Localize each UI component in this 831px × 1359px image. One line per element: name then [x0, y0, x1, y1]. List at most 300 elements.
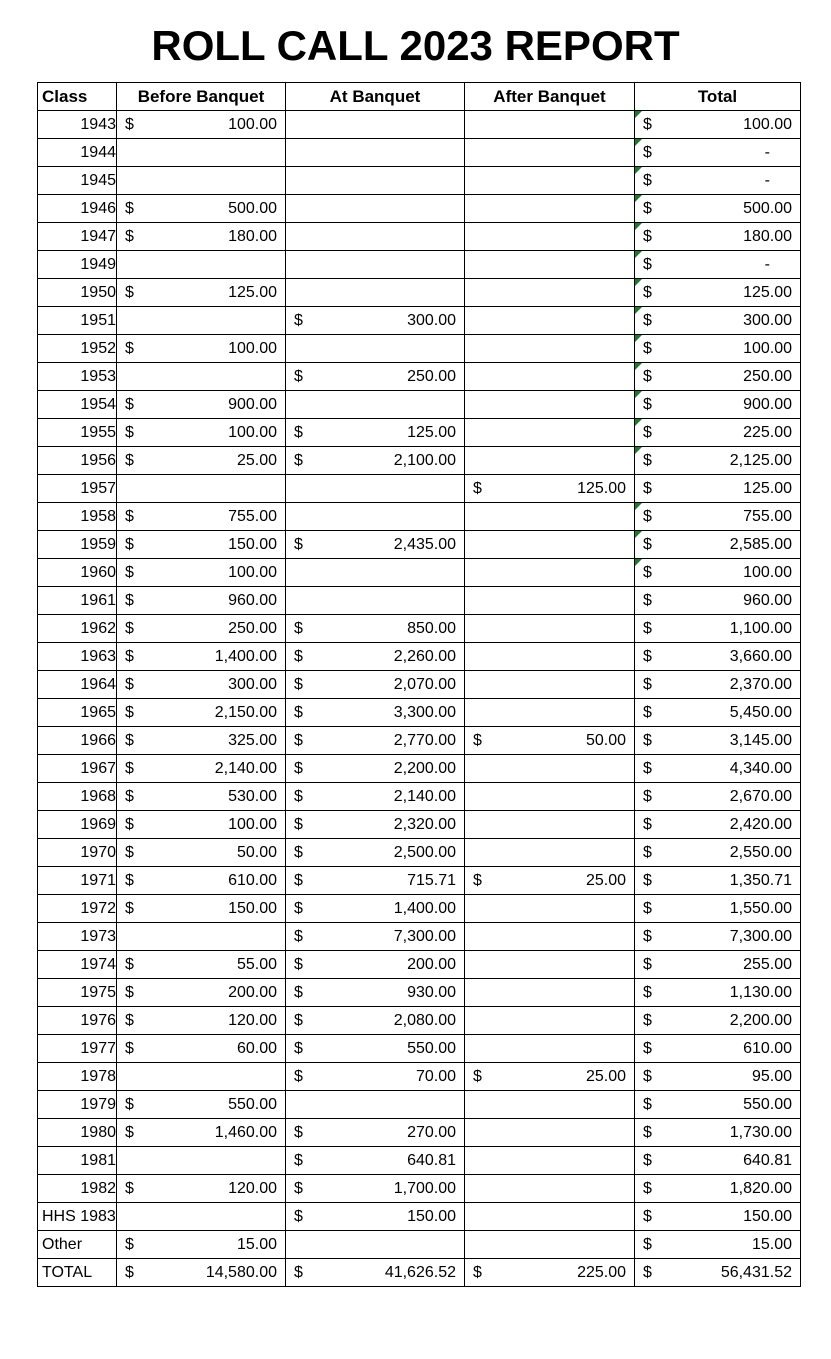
before-cell	[117, 167, 286, 195]
before-cell	[117, 503, 286, 531]
before-cell	[117, 1175, 286, 1203]
at-cell	[286, 279, 465, 307]
after-cell	[465, 167, 635, 195]
amount-value: 550.00	[228, 1096, 277, 1113]
total-cell	[635, 447, 801, 475]
total-cell	[635, 195, 801, 223]
after-cell	[465, 811, 635, 839]
currency-symbol: $	[643, 816, 652, 833]
before-cell	[117, 1007, 286, 1035]
at-cell	[286, 587, 465, 615]
amount-value: 56,431.52	[720, 1264, 792, 1281]
table-row	[38, 1063, 801, 1091]
class-cell: Other	[38, 1231, 117, 1259]
currency-symbol: $	[294, 900, 303, 917]
amount-value: 2,200.00	[393, 760, 456, 777]
after-cell	[465, 307, 635, 335]
currency-symbol: $	[125, 732, 134, 749]
after-cell	[465, 643, 635, 671]
before-cell	[117, 951, 286, 979]
currency-symbol: $	[125, 508, 134, 525]
table-row	[38, 1147, 801, 1175]
currency-symbol: $	[643, 620, 652, 637]
currency-symbol: $	[294, 732, 303, 749]
currency-symbol: $	[643, 928, 652, 945]
amount-value: 2,770.00	[393, 732, 456, 749]
currency-symbol: $	[125, 340, 134, 357]
amount-value: 25.00	[585, 1068, 626, 1085]
currency-symbol: $	[125, 704, 134, 721]
total-cell	[635, 755, 801, 783]
before-cell	[117, 1119, 286, 1147]
class-cell: 1951	[38, 307, 117, 335]
amount-value: 95.00	[751, 1068, 792, 1085]
currency-symbol: $	[643, 564, 652, 581]
before-cell	[117, 979, 286, 1007]
total-cell	[635, 251, 801, 279]
amount-value: 2,150.00	[214, 704, 277, 721]
class-cell: 1955	[38, 419, 117, 447]
table-row	[38, 1231, 801, 1259]
after-cell	[465, 391, 635, 419]
at-cell	[286, 391, 465, 419]
currency-symbol: $	[125, 872, 134, 889]
amount-value: 7,300.00	[393, 928, 456, 945]
after-cell	[465, 363, 635, 391]
amount-value: 640.81	[743, 1152, 792, 1169]
before-cell	[117, 783, 286, 811]
currency-symbol: $	[294, 788, 303, 805]
amount-value: 125.00	[577, 480, 626, 497]
currency-symbol: $	[643, 900, 652, 917]
after-cell	[465, 111, 635, 139]
at-cell	[286, 699, 465, 727]
after-cell	[465, 251, 635, 279]
amount-value: 960.00	[228, 592, 277, 609]
before-cell	[117, 1063, 286, 1091]
table-row	[38, 1035, 801, 1063]
currency-symbol: $	[473, 872, 482, 889]
before-cell	[117, 1091, 286, 1119]
table-row	[38, 727, 801, 755]
currency-symbol: $	[125, 396, 134, 413]
currency-symbol: $	[643, 228, 652, 245]
currency-symbol: $	[125, 1236, 134, 1253]
amount-value: 300.00	[407, 312, 456, 329]
amount-value: 300.00	[228, 676, 277, 693]
amount-value: 2,670.00	[729, 788, 792, 805]
total-cell	[635, 783, 801, 811]
amount-value: 55.00	[236, 956, 277, 973]
class-cell: 1956	[38, 447, 117, 475]
class-cell: 1967	[38, 755, 117, 783]
currency-symbol: $	[643, 592, 652, 609]
table-row	[38, 335, 801, 363]
total-cell	[635, 1091, 801, 1119]
amount-value: 100.00	[228, 424, 277, 441]
class-cell: 1978	[38, 1063, 117, 1091]
at-cell	[286, 783, 465, 811]
report-title: ROLL CALL 2023 REPORT	[151, 22, 680, 69]
at-cell	[286, 531, 465, 559]
currency-symbol: $	[125, 1180, 134, 1197]
total-cell	[635, 615, 801, 643]
amount-value: 150.00	[228, 900, 277, 917]
table-row	[38, 559, 801, 587]
amount-value: 125.00	[228, 284, 277, 301]
table-row	[38, 699, 801, 727]
total-cell	[635, 979, 801, 1007]
amount-value: 2,140.00	[214, 760, 277, 777]
currency-symbol: $	[643, 1180, 652, 1197]
before-cell	[117, 727, 286, 755]
currency-symbol: $	[294, 1264, 303, 1281]
after-cell	[465, 335, 635, 363]
currency-symbol: $	[643, 732, 652, 749]
total-cell	[635, 111, 801, 139]
currency-symbol: $	[643, 144, 652, 161]
amount-value: 550.00	[407, 1040, 456, 1057]
class-cell: 1982	[38, 1175, 117, 1203]
at-cell	[286, 811, 465, 839]
table-row	[38, 419, 801, 447]
at-cell	[286, 111, 465, 139]
after-cell	[465, 839, 635, 867]
currency-symbol: $	[643, 200, 652, 217]
currency-symbol: $	[643, 1152, 652, 1169]
table-row	[38, 1203, 801, 1231]
class-cell: 1958	[38, 503, 117, 531]
table-row	[38, 475, 801, 503]
after-cell	[465, 867, 635, 895]
at-cell	[286, 195, 465, 223]
class-cell: 1943	[38, 111, 117, 139]
amount-value: 2,500.00	[393, 844, 456, 861]
before-cell	[117, 559, 286, 587]
at-cell	[286, 1259, 465, 1287]
table-row	[38, 223, 801, 251]
currency-symbol: $	[125, 200, 134, 217]
amount-value: 125.00	[743, 284, 792, 301]
amount-value: -	[764, 144, 770, 161]
amount-value: 1,400.00	[393, 900, 456, 917]
before-cell	[117, 195, 286, 223]
amount-value: 15.00	[236, 1236, 277, 1253]
currency-symbol: $	[294, 760, 303, 777]
currency-symbol: $	[294, 1180, 303, 1197]
at-cell	[286, 139, 465, 167]
amount-value: 4,340.00	[729, 760, 792, 777]
amount-value: 1,130.00	[729, 984, 792, 1001]
amount-value: 1,820.00	[729, 1180, 792, 1197]
at-cell	[286, 867, 465, 895]
currency-symbol: $	[294, 928, 303, 945]
at-cell	[286, 1007, 465, 1035]
amount-value: 225.00	[743, 424, 792, 441]
total-cell	[635, 811, 801, 839]
table-row	[38, 1175, 801, 1203]
amount-value: 755.00	[228, 508, 277, 525]
at-cell	[286, 1119, 465, 1147]
amount-value: 250.00	[743, 368, 792, 385]
amount-value: 25.00	[585, 872, 626, 889]
currency-symbol: $	[643, 172, 652, 189]
at-cell	[286, 363, 465, 391]
at-cell	[286, 1035, 465, 1063]
total-cell	[635, 699, 801, 727]
currency-symbol: $	[294, 676, 303, 693]
currency-symbol: $	[643, 1096, 652, 1113]
amount-value: 900.00	[743, 396, 792, 413]
table-row	[38, 251, 801, 279]
at-cell	[286, 671, 465, 699]
amount-value: 200.00	[407, 956, 456, 973]
amount-value: 14,580.00	[205, 1264, 277, 1281]
currency-symbol: $	[643, 368, 652, 385]
before-cell	[117, 223, 286, 251]
at-cell	[286, 447, 465, 475]
amount-value: 150.00	[228, 536, 277, 553]
class-cell: 1961	[38, 587, 117, 615]
currency-symbol: $	[643, 340, 652, 357]
table-row	[38, 279, 801, 307]
table-row	[38, 587, 801, 615]
currency-symbol: $	[473, 1264, 482, 1281]
after-cell	[465, 1091, 635, 1119]
amount-value: 3,145.00	[729, 732, 792, 749]
before-cell	[117, 111, 286, 139]
currency-symbol: $	[125, 1124, 134, 1141]
after-cell	[465, 419, 635, 447]
amount-value: 150.00	[743, 1208, 792, 1225]
currency-symbol: $	[643, 1208, 652, 1225]
at-cell	[286, 979, 465, 1007]
currency-symbol: $	[643, 116, 652, 133]
amount-value: 2,550.00	[729, 844, 792, 861]
total-cell	[635, 363, 801, 391]
currency-symbol: $	[125, 116, 134, 133]
table-row	[38, 531, 801, 559]
class-cell: 1949	[38, 251, 117, 279]
before-cell	[117, 867, 286, 895]
amount-value: 300.00	[743, 312, 792, 329]
header-before-banquet: Before Banquet	[117, 83, 286, 111]
at-cell	[286, 1063, 465, 1091]
amount-value: 2,140.00	[393, 788, 456, 805]
currency-symbol: $	[294, 1124, 303, 1141]
currency-symbol: $	[294, 704, 303, 721]
currency-symbol: $	[294, 872, 303, 889]
amount-value: 2,070.00	[393, 676, 456, 693]
before-cell	[117, 307, 286, 335]
currency-symbol: $	[125, 984, 134, 1001]
amount-value: 610.00	[228, 872, 277, 889]
currency-symbol: $	[643, 1040, 652, 1057]
class-cell: 1975	[38, 979, 117, 1007]
total-cell	[635, 139, 801, 167]
amount-value: 1,730.00	[729, 1124, 792, 1141]
at-cell	[286, 643, 465, 671]
currency-symbol: $	[294, 368, 303, 385]
class-cell: 1972	[38, 895, 117, 923]
after-cell	[465, 979, 635, 1007]
table-row	[38, 139, 801, 167]
table-row	[38, 867, 801, 895]
at-cell	[286, 251, 465, 279]
amount-value: 100.00	[228, 816, 277, 833]
currency-symbol: $	[294, 424, 303, 441]
table-row	[38, 391, 801, 419]
table-row	[38, 811, 801, 839]
class-cell: TOTAL	[38, 1259, 117, 1287]
total-cell	[635, 1147, 801, 1175]
currency-symbol: $	[473, 480, 482, 497]
total-cell	[635, 1119, 801, 1147]
amount-value: 2,200.00	[729, 1012, 792, 1029]
after-cell	[465, 1035, 635, 1063]
at-cell	[286, 1231, 465, 1259]
currency-symbol: $	[643, 984, 652, 1001]
total-cell	[635, 1231, 801, 1259]
class-cell: 1954	[38, 391, 117, 419]
header-after-banquet: After Banquet	[465, 83, 635, 111]
after-cell	[465, 279, 635, 307]
amount-value: 100.00	[743, 340, 792, 357]
amount-value: 1,350.71	[729, 872, 792, 889]
total-cell	[635, 1063, 801, 1091]
currency-symbol: $	[294, 1208, 303, 1225]
class-cell: 1969	[38, 811, 117, 839]
currency-symbol: $	[125, 228, 134, 245]
at-cell	[286, 503, 465, 531]
currency-symbol: $	[643, 1012, 652, 1029]
at-cell	[286, 1147, 465, 1175]
currency-symbol: $	[643, 648, 652, 665]
total-cell	[635, 559, 801, 587]
class-cell: 1968	[38, 783, 117, 811]
at-cell	[286, 839, 465, 867]
amount-value: 2,420.00	[729, 816, 792, 833]
currency-symbol: $	[643, 760, 652, 777]
amount-value: 755.00	[743, 508, 792, 525]
class-cell: 1976	[38, 1007, 117, 1035]
class-cell: 1973	[38, 923, 117, 951]
total-cell	[635, 643, 801, 671]
class-cell: HHS 1983	[38, 1203, 117, 1231]
total-cell	[635, 587, 801, 615]
class-cell: 1945	[38, 167, 117, 195]
amount-value: 1,550.00	[729, 900, 792, 917]
currency-symbol: $	[643, 956, 652, 973]
currency-symbol: $	[125, 620, 134, 637]
currency-symbol: $	[294, 312, 303, 329]
amount-value: 2,435.00	[393, 536, 456, 553]
table-row	[38, 839, 801, 867]
currency-symbol: $	[294, 620, 303, 637]
after-cell	[465, 671, 635, 699]
amount-value: 180.00	[228, 228, 277, 245]
currency-symbol: $	[125, 1264, 134, 1281]
currency-symbol: $	[294, 536, 303, 553]
amount-value: 325.00	[228, 732, 277, 749]
total-cell	[635, 895, 801, 923]
currency-symbol: $	[294, 452, 303, 469]
currency-symbol: $	[125, 816, 134, 833]
amount-value: 180.00	[743, 228, 792, 245]
currency-symbol: $	[125, 592, 134, 609]
amount-value: 930.00	[407, 984, 456, 1001]
amount-value: 15.00	[751, 1236, 792, 1253]
after-cell	[465, 559, 635, 587]
before-cell	[117, 139, 286, 167]
amount-value: 41,626.52	[384, 1264, 456, 1281]
at-cell	[286, 951, 465, 979]
currency-symbol: $	[643, 1124, 652, 1141]
table-row	[38, 447, 801, 475]
before-cell	[117, 391, 286, 419]
amount-value: 2,260.00	[393, 648, 456, 665]
total-cell	[635, 419, 801, 447]
at-cell	[286, 223, 465, 251]
table-row	[38, 307, 801, 335]
total-cell	[635, 223, 801, 251]
before-cell	[117, 699, 286, 727]
currency-symbol: $	[294, 956, 303, 973]
currency-symbol: $	[294, 1040, 303, 1057]
before-cell	[117, 1259, 286, 1287]
before-cell	[117, 1147, 286, 1175]
class-cell: 1946	[38, 195, 117, 223]
total-cell	[635, 475, 801, 503]
at-cell	[286, 727, 465, 755]
table-row	[38, 979, 801, 1007]
currency-symbol: $	[643, 256, 652, 273]
total-cell	[635, 531, 801, 559]
total-cell	[635, 727, 801, 755]
table-body	[38, 111, 801, 1287]
amount-value: 530.00	[228, 788, 277, 805]
amount-value: 60.00	[236, 1040, 277, 1057]
total-cell	[635, 503, 801, 531]
amount-value: 100.00	[228, 340, 277, 357]
class-cell: 1974	[38, 951, 117, 979]
currency-symbol: $	[643, 536, 652, 553]
header-class: Class	[38, 83, 117, 111]
currency-symbol: $	[125, 1012, 134, 1029]
amount-value: 70.00	[415, 1068, 456, 1085]
amount-value: 3,300.00	[393, 704, 456, 721]
table-row	[38, 503, 801, 531]
after-cell	[465, 223, 635, 251]
amount-value: 125.00	[743, 480, 792, 497]
amount-value: 2,125.00	[729, 452, 792, 469]
before-cell	[117, 1035, 286, 1063]
total-cell	[635, 391, 801, 419]
total-cell	[635, 167, 801, 195]
total-cell	[635, 951, 801, 979]
amount-value: -	[764, 256, 770, 273]
after-cell	[465, 895, 635, 923]
amount-value: 100.00	[228, 564, 277, 581]
table-row	[38, 755, 801, 783]
amount-value: 25.00	[236, 452, 277, 469]
amount-value: 500.00	[743, 200, 792, 217]
at-cell	[286, 559, 465, 587]
before-cell	[117, 587, 286, 615]
class-cell: 1957	[38, 475, 117, 503]
amount-value: 2,370.00	[729, 676, 792, 693]
amount-value: 7,300.00	[729, 928, 792, 945]
